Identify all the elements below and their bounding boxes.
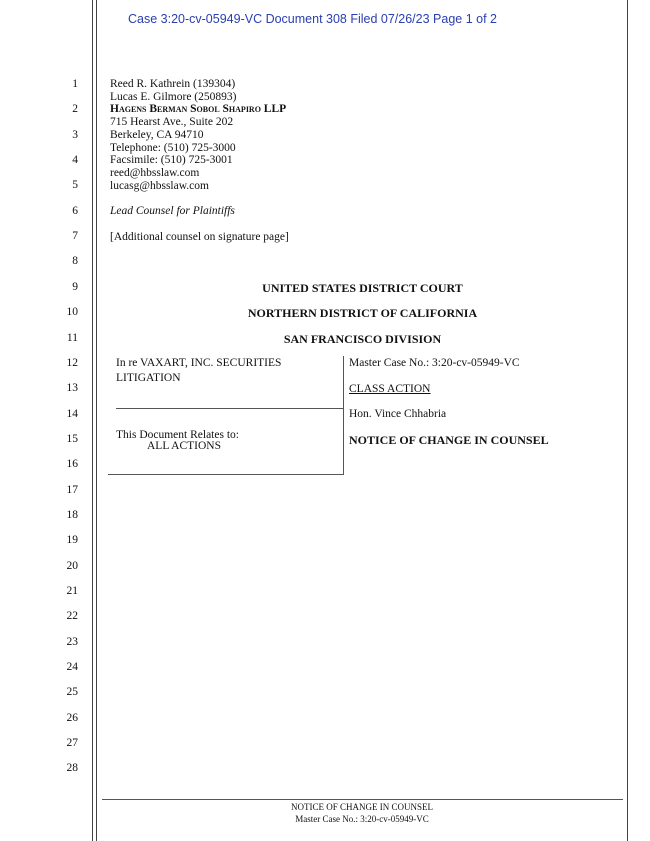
line-number: 14 (66, 407, 78, 420)
line-number: 12 (66, 356, 78, 369)
counsel-block (110, 78, 286, 192)
footer-title: NOTICE OF CHANGE IN COUNSEL (291, 802, 433, 812)
attorney-name-1: Reed R. Kathrein (139304) (110, 78, 236, 90)
line-number: 5 (72, 179, 78, 192)
line-number: 9 (72, 280, 78, 293)
relates-to-actions: ALL ACTIONS (147, 440, 222, 452)
email-2: lucasg@hbsslaw.com (110, 179, 209, 192)
case-header-stamp: Case 3:20-cv-05949-VC Document 308 Filed 07/26/23 Page 1 of 2 (128, 12, 497, 26)
caption-bottom-rule (108, 474, 344, 475)
court-name: UNITED STATES DISTRICT COURT (262, 281, 463, 295)
footer-case-number: Master Case No.: 3:20-cv-05949-VC (295, 814, 429, 824)
line-number: 2 (72, 103, 78, 116)
counsel-role: Lead Counsel for Plaintiffs (110, 205, 235, 217)
judge-name: Hon. Vince Chhabria (349, 408, 447, 420)
firm-address-1: 715 Hearst Ave., Suite 202 (110, 116, 234, 129)
line-number: 6 (72, 204, 78, 217)
line-number: 15 (66, 432, 78, 445)
additional-counsel-note: [Additional counsel on signature page] (110, 231, 289, 243)
line-number: 3 (72, 128, 78, 141)
caption-divider (116, 408, 343, 409)
relates-to-label: This Document Relates to: (116, 429, 239, 441)
caption-vertical-rule (343, 356, 344, 475)
line-number: 21 (66, 585, 78, 597)
left-margin-rule-2 (96, 0, 97, 841)
line-number: 24 (66, 661, 78, 674)
master-case-number: Master Case No.: 3:20-cv-05949-VC (349, 357, 520, 369)
document-title: NOTICE OF CHANGE IN COUNSEL (349, 433, 549, 447)
line-number: 23 (66, 635, 78, 648)
firm-name: Hagens Berman Sobol Shapiro LLP (110, 103, 287, 116)
email-1: reed@hbsslaw.com (110, 166, 200, 179)
line-number: 1 (72, 78, 78, 90)
line-number: 20 (66, 559, 78, 572)
firm-facsimile: Facsimile: (510) 725-3001 (110, 154, 233, 167)
case-title-line-1: In re VAXART, INC. SECURITIES (116, 357, 282, 369)
line-number: 19 (66, 534, 78, 547)
line-number: 25 (66, 686, 78, 699)
firm-telephone: Telephone: (510) 725-3000 (110, 141, 236, 154)
line-number: 7 (72, 230, 78, 243)
court-division: SAN FRANCISCO DIVISION (283, 332, 442, 346)
line-number: 27 (66, 737, 78, 750)
case-title-line-2: LITIGATION (116, 372, 181, 384)
line-number: 16 (66, 458, 78, 471)
line-number: 18 (66, 508, 78, 521)
line-number: 17 (66, 483, 78, 496)
line-number: 10 (66, 306, 78, 319)
class-action-label: CLASS ACTION (349, 383, 431, 395)
attorney-name-2: Lucas E. Gilmore (250893) (110, 90, 237, 103)
firm-address-2: Berkeley, CA 94710 (110, 128, 204, 141)
footer-rule (102, 799, 623, 800)
line-number: 11 (66, 331, 78, 344)
line-number: 4 (72, 154, 78, 167)
line-number: 28 (66, 762, 78, 775)
left-margin-rule-1 (92, 0, 93, 841)
line-number: 13 (66, 382, 78, 395)
line-number: 26 (66, 711, 78, 724)
right-margin-rule (627, 0, 628, 841)
line-number: 8 (72, 255, 78, 268)
court-district: NORTHERN DISTRICT OF CALIFORNIA (247, 306, 478, 320)
line-number: 22 (66, 610, 78, 623)
